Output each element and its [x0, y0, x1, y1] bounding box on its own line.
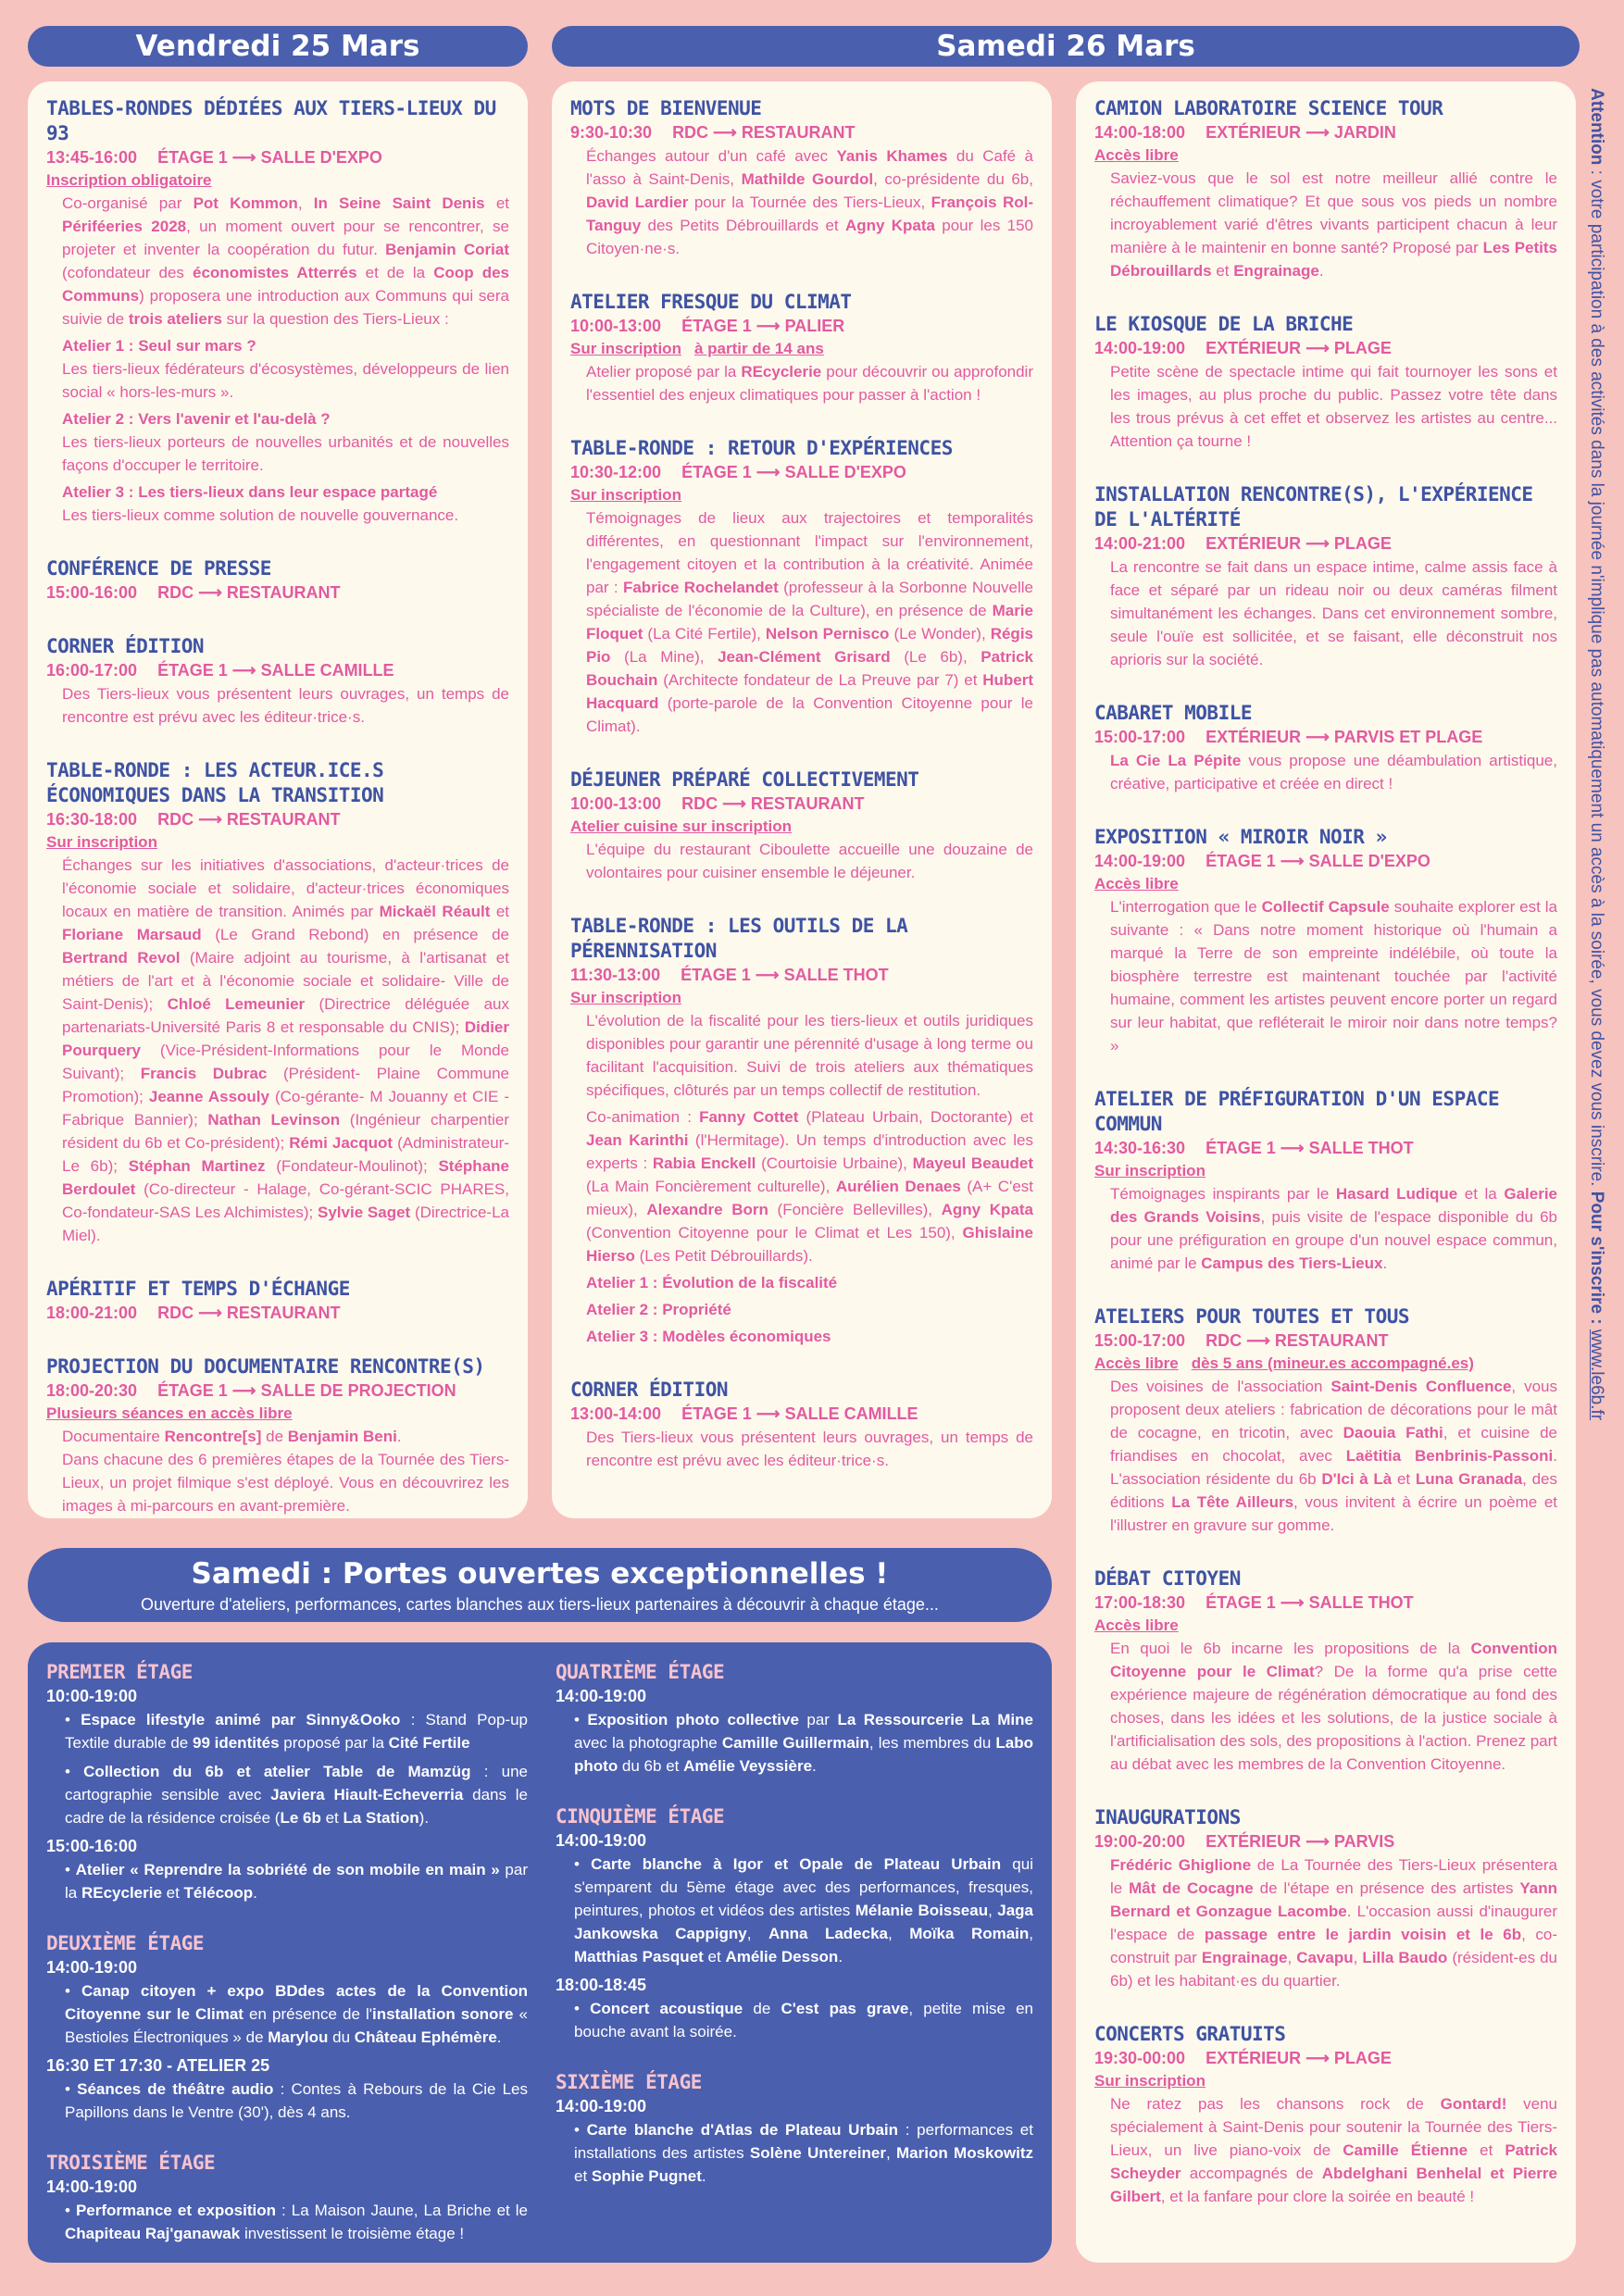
event-paragraph: Petite scène de spectacle intime qui fait tournoyer les sons et les images, au plus proche du public. Passez votre tête dans les trous prévus à cet effet et observez les artistes au centre... Attention ça tourne ! — [1110, 363, 1557, 450]
event-tags — [1094, 144, 1557, 167]
banner-title: Samedi : Portes ouvertes exceptionnelles ! — [191, 1557, 889, 1591]
event-time: 15:00-17:00 — [1094, 1331, 1186, 1350]
floor-quatrieme-etage — [556, 1659, 1033, 1778]
event-title: APÉRITIF ET TEMPS D'ÉCHANGE — [46, 1278, 350, 1300]
event-atelier-de-prefiguration-d-un-espace-com — [1094, 1087, 1557, 1275]
floor-troisieme-etage — [46, 2150, 528, 2245]
event-meta — [1094, 532, 1557, 555]
floor-sixieme-etage — [556, 2069, 1033, 2188]
event-paragraph: Co-organisé par Pot Kommon, In Seine Saint Denis et Périféeries 2028, un moment ouvert pour se rencontrer, se projeter et inventer la coopération du futur. Benjamin Coriat (cofondateur des économistes Atterrés et de la Coop des Communs) proposera une introduction aux Communs qui sera suivie de trois ateliers sur la question des Tiers-Lieux : — [62, 194, 509, 328]
event-title: PROJECTION DU DOCUMENTAIRE RENCONTRE(S) — [46, 1355, 485, 1378]
event-tag: Atelier cuisine sur inscription — [570, 817, 793, 835]
event-time: 11:30-13:00 — [570, 966, 661, 984]
event-tag: Accès libre — [1094, 146, 1179, 164]
event-corner-edition — [570, 1378, 1033, 1472]
floor-activity: • Performance et exposition : La Maison Jaune, La Briche et le Chapiteau Raj'ganawak investissent le troisième étage ! — [65, 2202, 528, 2242]
event-atelier-fresque-du-climat — [570, 290, 1033, 406]
event-time: 13:00-14:00 — [570, 1404, 662, 1423]
event-tags — [570, 987, 1033, 1009]
event-tag: dès 5 ans (mineur.es accompagné.es) — [1191, 1354, 1474, 1372]
friday-header: Vendredi 25 Mars — [28, 26, 528, 67]
event-meta — [570, 121, 1033, 144]
event-location: RDC ⟶ RESTAURANT — [157, 810, 341, 829]
note-cta: Pour s'inscrire : — [1587, 1191, 1606, 1325]
event-location: EXTÉRIEUR ⟶ PARVIS — [1206, 1832, 1395, 1851]
event-meta — [570, 792, 1033, 816]
event-meta — [570, 964, 1033, 987]
event-tag: Accès libre — [1094, 875, 1179, 892]
event-title: TABLE-RONDE : LES OUTILS DE LA PÉRENNISATION — [570, 915, 908, 962]
event-location: ÉTAGE 1 ⟶ SALLE D'EXPO — [1206, 852, 1430, 870]
event-tags — [1094, 2070, 1557, 2092]
event-paragraph: Saviez-vous que le sol est notre meilleur allié contre le réchauffement climatique? Et que sous vos pieds un nombre incroyablement varié d'êtres vivants participent chacun à leur manière à le maintenir en bonne santé? Proposé par Les Petits Débrouillards et Engrainage. — [1110, 169, 1557, 280]
event-meta — [46, 808, 509, 831]
floor-title: DEUXIÈME ÉTAGE — [46, 1932, 205, 1954]
banner-subtitle: Ouverture d'ateliers, performances, cartes blanches aux tiers-lieux partenaires à découvrir à chaque étage... — [141, 1595, 939, 1614]
event-meta — [570, 461, 1033, 484]
registration-link[interactable]: www.le6b.fr — [1587, 1329, 1606, 1421]
friday-program — [28, 81, 528, 1518]
event-time: 18:00-20:30 — [46, 1381, 138, 1400]
floors-right-column — [556, 1659, 1033, 2214]
event-description — [1094, 167, 1557, 282]
event-paragraph: Témoignages de lieux aux trajectoires et temporalités différentes, en questionnant l'impact sur l'environnement, l'engagement citoyen et la contribution à la créativité. Animée par : Fabrice Rochelandet (professeur à la Sorbonne Nouvelle spécialiste de l'économie de la Culture), en présence de Marie Floquet (La Cité Fertile), Nelson Pernisco (Le Wonder), Régis Pio (La Mine), Jean-Clément Grisard (Le 6b), Patrick Bouchain (Architecte fondateur de La Preuve par 7) et Hubert Hacquard (porte-parole de la Convention Citoyenne pour le Climat). — [586, 509, 1033, 735]
event-meta — [1094, 121, 1557, 144]
event-time: 17:00-18:30 — [1094, 1593, 1186, 1612]
event-location: ÉTAGE 1 ⟶ PALIER — [681, 317, 845, 335]
event-title: TABLE-RONDE : LES ACTEUR.ICE.S ÉCONOMIQUES DANS LA TRANSITION — [46, 759, 384, 806]
event-dejeuner-prepare-collectivement — [570, 767, 1033, 884]
event-ateliers-pour-toutes-et-tous — [1094, 1304, 1557, 1537]
event-description — [46, 682, 509, 729]
event-location: ÉTAGE 1 ⟶ SALLE CAMILLE — [681, 1404, 918, 1423]
event-tags — [46, 1403, 509, 1425]
event-title: ATELIERS POUR TOUTES ET TOUS — [1094, 1305, 1410, 1328]
floor-time: 10:00-19:00 — [46, 1687, 138, 1705]
event-description — [46, 192, 509, 527]
event-description — [570, 506, 1033, 738]
event-paragraph: L'interrogation que le Collectif Capsule souhaite explorer est la suivante : « Dans notre moment historique où l'humain a marqué la Terre de son empreinte indélébile, où toute la biosphère terrestre est maintenant touchée par l'activité humaine, comment les artistes peuvent encore porter un regard sur leur habitat, que refléterait le miroir noir dans notre temps? » — [1110, 898, 1557, 1054]
event-title: CAMION LABORATOIRE SCIENCE TOUR — [1094, 97, 1443, 119]
event-title: INSTALLATION RENCONTRE(S), L'EXPÉRIENCE DE L'ALTÉRITÉ — [1094, 483, 1533, 530]
event-tag: Sur inscription — [1094, 2072, 1206, 2090]
event-title: EXPOSITION « MIROIR NOIR » — [1094, 826, 1387, 848]
event-table-ronde-retour-d-experiences — [570, 436, 1033, 738]
event-time: 16:00-17:00 — [46, 661, 138, 680]
event-description — [1094, 1182, 1557, 1275]
event-location: EXTÉRIEUR ⟶ PLAGE — [1206, 2049, 1392, 2067]
event-description — [1094, 555, 1557, 671]
event-title: CONCERTS GRATUITS — [1094, 2023, 1286, 2045]
event-meta — [1094, 850, 1557, 873]
event-tags — [1094, 1353, 1557, 1375]
event-paragraph: Ne ratez pas les chansons rock de Gontard! venu spécialement à Saint-Denis pour soutenir la Tournée des Tiers-Lieux, un live piano-voix de Camille Étienne et Patrick Scheyder accompagnés de Abdelghani Benhelal et Pierre Gilbert, et la fanfare pour clore la soirée en beauté ! — [1110, 2095, 1558, 2205]
event-description — [1094, 1375, 1557, 1537]
event-tags — [1094, 873, 1557, 895]
event-concerts-gratuits — [1094, 2022, 1557, 2208]
event-projection-du-documentaire-rencontre-s — [46, 1354, 509, 1517]
event-title: INAUGURATIONS — [1094, 1806, 1241, 1828]
floor-deuxieme-etage — [46, 1930, 528, 2124]
event-title: CONFÉRENCE DE PRESSE — [46, 557, 271, 580]
event-paragraph: Des Tiers-lieux vous présentent leurs ouvrages, un temps de rencontre est prévu avec les éditeur·trice·s. — [62, 685, 509, 726]
saturday-header: Samedi 26 Mars — [552, 26, 1580, 67]
floor-time: 14:00-19:00 — [556, 2097, 647, 2115]
event-tag: à partir de 14 ans — [693, 340, 824, 357]
event-tags — [46, 831, 509, 854]
event-description — [570, 360, 1033, 406]
event-paragraph: Des voisines de l'association Saint-Denis Confluence, vous proposent deux ateliers : fabrication de décorations pour le mât de cocagne, en tricotin, avec Daouia Fathi, et cuisine de friandises en chocolat, avec Laëtitia Benbrinis-Passoni. L'association résidente du 6b D'Ici à Là et Luna Granada, des éditions La Tête Ailleurs, vous invitent à écrire un poème et l'illustrer en gravure sur gomme. — [1110, 1378, 1557, 1534]
floor-title: TROISIÈME ÉTAGE — [46, 2152, 216, 2174]
event-description — [46, 1425, 509, 1517]
saturday-morning-program — [552, 81, 1052, 1518]
event-location: ÉTAGE 1 ⟶ SALLE THOT — [1206, 1139, 1414, 1157]
event-title: CORNER ÉDITION — [570, 1379, 729, 1401]
event-title: MOTS DE BIENVENUE — [570, 97, 762, 119]
event-location: ÉTAGE 1 ⟶ SALLE DE PROJECTION — [157, 1381, 456, 1400]
floor-cinquieme-etage — [556, 1803, 1033, 2043]
event-meta — [1094, 726, 1557, 749]
floor-time: 14:00-19:00 — [46, 1958, 138, 1977]
event-paragraph: Témoignages inspirants par le Hasard Ludique et la Galerie des Grands Voisins, puis visite de l'espace disponible du 6b pour une préfiguration en groupe d'un nouvel espace commun, animé par le Campus des Tiers-Lieux. — [1110, 1185, 1557, 1272]
event-title: DÉJEUNER PRÉPARÉ COLLECTIVEMENT — [570, 768, 919, 791]
event-paragraph: Atelier 1 : Évolution de la fiscalité — [586, 1274, 838, 1292]
event-paragraph: Échanges sur les initiatives d'associations, d'acteur·trices de l'économie sociale et solidaire, d'acteur·trices économiques locaux en matière de transition. Animés par Mickaël Réault et Floriane Marsaud (Le Grand Rebond) en présence de Bertrand Revol (Maire adjoint au tourisme, à l'artisanat et métiers de l'art et à l'économie sociale et solidaire- Ville de Saint-Denis); Chloé Lemeunier (Directrice déléguée aux partenariats-Université Paris 8 et responsable du CNIS); Didier Pourquery (Vice-Président-Informations pour le Monde Suivant); Francis Dubrac (Président- Plaine Commune Promotion); Jeanne Assouly (Co-gérante- M Jouanny et CIE - Fabrique Bannier); Nathan Levinson (Ingénieur charpentier résident du 6b et Co-président); Rémi Jacquot (Administrateur-Le 6b); Stéphan Martinez (Fondateur-Moulinot); Stéphane Berdoulet (Co-directeur - Halage, Co-gérant-SCIC PHARES, Co-fondateur-SAS Les Alchimistes); Sylvie Saget (Directrice-La Miel). — [62, 856, 510, 1244]
event-time: 14:00-18:00 — [1094, 123, 1186, 142]
event-tags — [1094, 1615, 1557, 1637]
event-location: EXTÉRIEUR ⟶ PLAGE — [1206, 534, 1392, 553]
event-title: CABARET MOBILE — [1094, 702, 1253, 724]
event-location: RDC ⟶ RESTAURANT — [681, 794, 865, 813]
event-description — [1094, 895, 1557, 1057]
event-tag: Sur inscription — [46, 833, 157, 851]
event-tags — [570, 484, 1033, 506]
event-tags — [570, 338, 1033, 360]
event-time: 14:00-19:00 — [1094, 852, 1186, 870]
floor-time: 14:00-19:00 — [556, 1831, 647, 1850]
event-time: 14:00-19:00 — [1094, 339, 1186, 357]
event-description — [1094, 1853, 1557, 1992]
event-location: ÉTAGE 1 ⟶ SALLE THOT — [681, 966, 889, 984]
event-tag: Sur inscription — [570, 486, 681, 504]
event-meta — [1094, 1591, 1557, 1615]
event-location: EXTÉRIEUR ⟶ PLAGE — [1206, 339, 1392, 357]
event-time: 16:30-18:00 — [46, 810, 138, 829]
event-paragraph: Atelier 3 : Les tiers-lieux dans leur espace partagé Les tiers-lieux comme solution de nouvelle gouvernance. — [62, 483, 459, 524]
event-description — [1094, 360, 1557, 453]
floor-activity: • Espace lifestyle animé par Sinny&Ooko : Stand Pop-up Textile durable de 99 identités proposé par la Cité Fertile — [65, 1711, 528, 1752]
event-tag: Sur inscription — [1094, 1162, 1206, 1179]
event-tags — [1094, 1160, 1557, 1182]
event-tag: Sur inscription — [570, 989, 681, 1006]
event-meta — [46, 659, 509, 682]
event-description — [46, 854, 509, 1247]
event-title: ATELIER DE PRÉFIGURATION D'UN ESPACE COMMUN — [1094, 1088, 1500, 1135]
floor-activity: • Concert acoustique de C'est pas grave, petite mise en bouche avant la soirée. — [574, 2000, 1034, 2040]
event-time: 10:00-13:00 — [570, 317, 662, 335]
event-meta — [46, 1379, 509, 1403]
event-tag: Sur inscription — [570, 340, 681, 357]
note-text: : votre participation à des activités dans la journée n'implique pas automatiquement un accès à la soirée, vous devez vous inscrire. — [1587, 165, 1606, 1192]
event-paragraph: Co-animation : Fanny Cottet (Plateau Urbain, Doctorante) et Jean Karinthi (l'Hermitage). Un temps d'introduction avec les experts : Rabia Enckell (Courtoisie Urbaine), Mayeul Beaudet (La Main Foncièrement culturelle), Aurélien Denaes (A+ C'est mieux), Alexandre Born (Foncière Bellevilles), Agny Kpata (Convention Citoyenne pour le Climat et Les 150), Ghislaine Hierso (Les Petit Débrouillards). — [586, 1108, 1034, 1265]
floor-time: 15:00-16:00 — [46, 1837, 138, 1855]
event-meta — [570, 1403, 1033, 1426]
event-debat-citoyen — [1094, 1566, 1557, 1776]
event-time: 15:00-17:00 — [1094, 728, 1186, 746]
event-title: TABLES-RONDES DÉDIÉES AUX TIERS-LIEUX DU 93 — [46, 97, 496, 144]
saturday-afternoon-program — [1076, 81, 1576, 2263]
event-tag: Accès libre — [1094, 1616, 1179, 1634]
event-meta — [1094, 1329, 1557, 1353]
event-meta — [1094, 1137, 1557, 1160]
event-title: DÉBAT CITOYEN — [1094, 1567, 1241, 1590]
event-paragraph: Atelier 2 : Vers l'avenir et l'au-delà ? Les tiers-lieux porteurs de nouvelles urbanités et de nouvelles façons d'occuper le territoire. — [62, 410, 509, 474]
floor-time: 16:30 ET 17:30 - ATELIER 25 — [46, 2056, 270, 2075]
event-paragraph: En quoi le 6b incarne les propositions de la Convention Citoyenne pour le Climat? De la forme qu'a prise cette expérience majeure de régénération démocratique au fond des choses, dans les idées et les solutions, de la justice sociale à l'artificialisation des sols, des propositions à l'action. Prenez part au débat avec les membres de la Convention Citoyenne. — [1110, 1640, 1557, 1773]
event-tag: Plusieurs séances en accès libre — [46, 1404, 293, 1422]
event-time: 15:00-16:00 — [46, 583, 138, 602]
event-mots-de-bienvenue — [570, 96, 1033, 260]
event-exposition-miroir-noir — [1094, 825, 1557, 1057]
event-title: TABLE-RONDE : RETOUR D'EXPÉRIENCES — [570, 437, 953, 459]
event-aperitif-et-temps-d-echange — [46, 1277, 509, 1325]
event-inaugurations — [1094, 1805, 1557, 1992]
event-title: LE KIOSQUE DE LA BRICHE — [1094, 313, 1354, 335]
event-le-kiosque-de-la-briche — [1094, 312, 1557, 453]
floors-program — [28, 1642, 1052, 2263]
event-tags — [46, 169, 509, 192]
event-paragraph: La Cie La Pépite vous propose une déambulation artistique, créative, participative et créée en direct ! — [1110, 752, 1557, 792]
floors-left-column — [46, 1659, 528, 2271]
event-location: ÉTAGE 1 ⟶ SALLE D'EXPO — [157, 148, 382, 167]
event-paragraph: L'équipe du restaurant Ciboulette accueille une douzaine de volontaires pour cuisiner ensemble le déjeuner. — [586, 841, 1033, 881]
event-paragraph: La rencontre se fait dans un espace intime, calme assis face à face et séparé par un rideau noir ou deux caméras filment simultanément les échanges. Dans cet environnement sombre, seule l'ouïe est sollicitée, et se faisant, elle déconstruit nos aprioris sur la société. — [1110, 558, 1557, 668]
event-location: EXTÉRIEUR ⟶ JARDIN — [1206, 123, 1396, 142]
event-location: ÉTAGE 1 ⟶ SALLE CAMILLE — [157, 661, 394, 680]
event-corner-edition — [46, 634, 509, 729]
event-meta — [46, 1302, 509, 1325]
event-cabaret-mobile — [1094, 701, 1557, 795]
floor-activity: • Séances de théâtre audio : Contes à Rebours de la Cie Les Papillons dans le Ventre (30'), dès 4 ans. — [65, 2080, 528, 2121]
event-tables-rondes-dediees-aux-tiers-lieux-du — [46, 96, 509, 527]
event-meta — [1094, 2047, 1557, 2070]
event-time: 13:45-16:00 — [46, 148, 138, 167]
event-time: 19:00-20:00 — [1094, 1832, 1186, 1851]
event-paragraph: Atelier proposé par la REcyclerie pour découvrir ou approfondir l'essentiel des enjeux climatiques pour passer à l'action ! — [586, 363, 1033, 404]
event-location: RDC ⟶ RESTAURANT — [1206, 1331, 1389, 1350]
event-location: RDC ⟶ RESTAURANT — [157, 1304, 341, 1322]
floor-activity: • Canap citoyen + expo BDdes actes de la Convention Citoyenne sur le Climat en présence de l'installation sonore « Bestioles Électroniques » de Marylou du Château Ephémère. — [65, 1982, 529, 2046]
event-paragraph: L'évolution de la fiscalité pour les tiers-lieux et outils juridiques disponibles pour garantir une pérennité d'usage à long terme ou facilitant l'acquisition. Suivi de trois ateliers aux thématiques spécifiques, clôturés par un temps collectif de restitution. — [586, 1012, 1033, 1099]
event-location: RDC ⟶ RESTAURANT — [672, 123, 856, 142]
event-time: 10:30-12:00 — [570, 463, 662, 481]
event-location: ÉTAGE 1 ⟶ SALLE THOT — [1206, 1593, 1414, 1612]
event-description — [1094, 749, 1557, 795]
floor-activity: • Carte blanche à Igor et Opale de Plateau Urbain qui s'emparent du 5ème étage avec des performances, fresques, peintures, photos et vidéos des artistes Mélanie Boisseau, Jaga Jankowska Cappigny, Anna Ladecka, Moïka Romain, Matthias Pasquet et Amélie Desson. — [574, 1855, 1034, 1965]
event-meta — [46, 146, 509, 169]
event-time: 18:00-21:00 — [46, 1304, 138, 1322]
event-table-ronde-les-outils-de-la-perennisati — [570, 914, 1033, 1348]
event-meta — [1094, 1830, 1557, 1853]
event-conference-de-presse — [46, 556, 509, 605]
event-time: 14:30-16:30 — [1094, 1139, 1186, 1157]
event-time: 10:00-13:00 — [570, 794, 662, 813]
event-title: ATELIER FRESQUE DU CLIMAT — [570, 291, 852, 313]
event-description — [570, 1009, 1033, 1348]
floor-title: PREMIER ÉTAGE — [46, 1661, 193, 1683]
event-tags — [570, 816, 1033, 838]
floor-title: SIXIÈME ÉTAGE — [556, 2071, 702, 2093]
event-meta — [570, 315, 1033, 338]
event-table-ronde-les-acteur-ice-s-economiques — [46, 758, 509, 1247]
event-time: 9:30-10:30 — [570, 123, 653, 142]
floor-activity: • Atelier « Reprendre la sobriété de son mobile en main » par la REcyclerie et Télécoop. — [65, 1861, 528, 1902]
event-paragraph: Atelier 2 : Propriété — [586, 1301, 731, 1318]
floor-time: 14:00-19:00 — [46, 2177, 138, 2196]
event-tag: Accès libre — [1094, 1354, 1179, 1372]
event-location: RDC ⟶ RESTAURANT — [157, 583, 341, 602]
floor-premier-etage — [46, 1659, 528, 1904]
event-description — [570, 144, 1033, 260]
event-location: ÉTAGE 1 ⟶ SALLE D'EXPO — [681, 463, 906, 481]
event-paragraph: Frédéric Ghiglione de La Tournée des Tiers-Lieux présentera le Mât de Cocagne de l'étape en présence des artistes Yann Bernard et Gonzague Lacombe. L'occasion aussi d'inaugurer l'espace de passage entre le jardin voisin et le 6b, co-construit par Engrainage, Cavapu, Lilla Baudo (résident-es du 6b) et les habitant·es du quartier. — [1110, 1856, 1558, 1990]
floor-time: 18:00-18:45 — [556, 1976, 647, 1994]
event-installation-rencontre-s-l-experience-de — [1094, 482, 1557, 671]
event-tag: Inscription obligatoire — [46, 171, 212, 189]
floor-activity: • Exposition photo collective par La Ressourcerie La Mine avec la photographe Camille Guillermain, les membres du Labo photo du 6b et Amélie Veyssière. — [574, 1711, 1033, 1775]
registration-note — [1580, 88, 1613, 1504]
floor-activity: • Carte blanche d'Atlas de Plateau Urbain : performances et installations des artistes Solène Untereiner, Marion Moskowitz et Sophie Pugnet. — [574, 2121, 1033, 2185]
event-time: 14:00-21:00 — [1094, 534, 1186, 553]
open-doors-banner — [28, 1548, 1052, 1622]
event-meta — [46, 581, 509, 605]
floor-title: QUATRIÈME ÉTAGE — [556, 1661, 725, 1683]
event-paragraph: Atelier 3 : Modèles économiques — [586, 1328, 831, 1345]
floor-title: CINQUIÈME ÉTAGE — [556, 1805, 725, 1828]
event-camion-laboratoire-science-tour — [1094, 96, 1557, 282]
event-description — [1094, 2092, 1557, 2208]
event-title: CORNER ÉDITION — [46, 635, 205, 657]
event-description — [1094, 1637, 1557, 1776]
event-time: 19:30-00:00 — [1094, 2049, 1186, 2067]
floor-activity: • Collection du 6b et atelier Table de Mamzüg : une cartographie sensible avec Javiera Hiault-Echeverria dans le cadre de la résidence croisée (Le 6b et La Station). — [65, 1763, 529, 1827]
event-location: EXTÉRIEUR ⟶ PARVIS ET PLAGE — [1206, 728, 1483, 746]
event-paragraph: Documentaire Rencontre[s] de Benjamin Beni. Dans chacune des 6 premières étapes de la Tournée des Tiers-Lieux, un projet filmique s'est déployé. Vous en découvrirez les images à mi-parcours en avant-première. — [62, 1428, 509, 1515]
event-description — [570, 1426, 1033, 1472]
event-paragraph: Atelier 1 : Seul sur mars ? Les tiers-lieux fédérateurs d'écosystèmes, développeurs de lien social « hors-les-murs ». — [62, 337, 509, 401]
event-paragraph: Des Tiers-lieux vous présentent leurs ouvrages, un temps de rencontre est prévu avec les éditeur·trice·s. — [586, 1429, 1033, 1469]
note-lead: Attention — [1587, 88, 1606, 166]
floor-time: 14:00-19:00 — [556, 1687, 647, 1705]
event-paragraph: Échanges autour d'un café avec Yanis Khames du Café à l'asso à Saint-Denis, Mathilde Gourdol, co-présidente du 6b, David Lardier pour la Tournée des Tiers-Lieux, François Rol-Tanguy des Petits Débrouillards et Agny Kpata pour les 150 Citoyen·ne·s. — [586, 147, 1034, 257]
event-meta — [1094, 337, 1557, 360]
event-description — [570, 838, 1033, 884]
